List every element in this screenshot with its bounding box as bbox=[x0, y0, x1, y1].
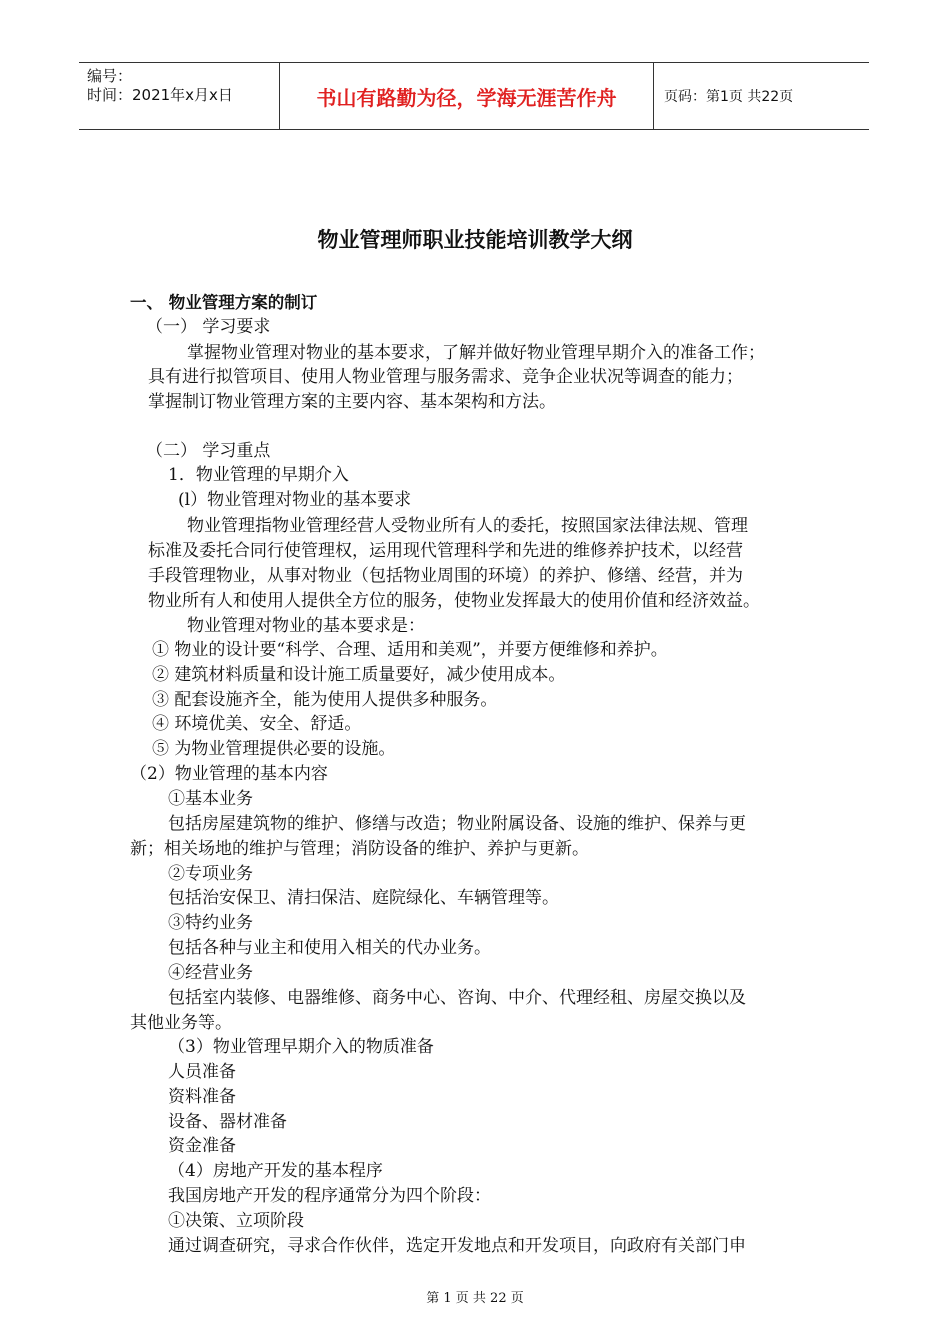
body-text-line: 人员准备 bbox=[168, 1062, 236, 1082]
header-meta-cell bbox=[79, 63, 280, 129]
document-title: 物业管理师职业技能培训教学大纲 bbox=[317, 228, 633, 252]
body-text-line: 包括室内装修、电器维修、商务中心、咨询、中介、代理经租、房屋交换以及 bbox=[168, 988, 746, 1008]
body-text-line: ③ 配套设施齐全，能为使用人提供多种服务。 bbox=[152, 690, 498, 710]
body-text-line: （4）房地产开发的基本程序 bbox=[168, 1161, 383, 1181]
body-text-line: 其他业务等。 bbox=[130, 1013, 232, 1033]
body-text-line: ② 建筑材料质量和设计施工质量要好，减少使用成本。 bbox=[152, 665, 566, 685]
body-text-line: （一） 学习要求 bbox=[146, 317, 271, 337]
body-text-line: (l）物业管理对物业的基本要求 bbox=[178, 490, 412, 510]
page-footer: 第 1 页 共 22 页 bbox=[426, 1291, 524, 1306]
body-text-line: ① 物业的设计要“科学、合理、适用和美观”，并要方便维修和养护。 bbox=[152, 640, 668, 660]
body-text-line: 设备、器材准备 bbox=[168, 1112, 287, 1132]
body-text-line: ②专项业务 bbox=[168, 864, 253, 884]
body-text-line: （2）物业管理的基本内容 bbox=[130, 764, 328, 784]
section-heading: 一、 物业管理方案的制订 bbox=[130, 293, 318, 312]
body-text-line: 掌握物业管理对物业的基本要求，了解并做好物业管理早期介入的准备工作； bbox=[187, 343, 765, 363]
body-text-line: ③特约业务 bbox=[168, 913, 253, 933]
body-text-line: ①基本业务 bbox=[168, 789, 253, 809]
body-text-line: 物业所有人和使用人提供全方位的服务，使物业发挥最大的使用价值和经济效益。 bbox=[148, 591, 760, 611]
body-text-line: 包括各种与业主和使用入相关的代办业务。 bbox=[168, 938, 491, 958]
body-text-line: 新；相关场地的维护与管理；消防设备的维护、养护与更新。 bbox=[130, 839, 589, 859]
page-info-text: 页码：第1页 共22页 bbox=[664, 89, 794, 105]
body-text-line: 资金准备 bbox=[168, 1136, 236, 1156]
time-label: 时间：2021年x月x日 bbox=[87, 86, 233, 104]
body-text-line: 资料准备 bbox=[168, 1087, 236, 1107]
motto-cell bbox=[280, 63, 654, 129]
body-text-line: 手段管理物业，从事对物业（包括物业周围的环境）的养护、修缮、经营，并为 bbox=[148, 566, 743, 586]
body-text-line: 物业管理指物业管理经营人受物业所有人的委托，按照国家法律法规、管理 bbox=[187, 516, 748, 536]
motto-text: 书山有路勤为径，学海无涯苦作舟 bbox=[316, 85, 617, 110]
body-text-line: （二） 学习重点 bbox=[146, 441, 271, 461]
body-text-line: 通过调查研究，寻求合作伙伴，选定开发地点和开发项目，向政府有关部门申 bbox=[168, 1236, 746, 1256]
body-text-line: 物业管理对物业的基本要求是： bbox=[187, 616, 425, 636]
body-text-line: （3）物业管理早期介入的物质准备 bbox=[168, 1037, 434, 1057]
body-text-line: ④ 环境优美、安全、舒适。 bbox=[152, 714, 362, 734]
body-text-line: 我国房地产开发的程序通常分为四个阶段： bbox=[168, 1186, 491, 1206]
body-text-line: ④经营业务 bbox=[168, 963, 253, 983]
page-info-cell bbox=[654, 63, 869, 129]
body-text-line: 标准及委托合同行使管理权，运用现代管理科学和先进的维修养护技术，以经营 bbox=[148, 541, 743, 561]
header-table bbox=[79, 62, 869, 130]
body-text-line: 1．物业管理的早期介入 bbox=[168, 465, 349, 485]
body-text-line: ⑤ 为物业管理提供必要的设施。 bbox=[152, 739, 396, 759]
body-text-line: 具有进行拟管项目、使用人物业管理与服务需求、竞争企业状况等调查的能力； bbox=[148, 367, 743, 387]
body-text-line: 包括房屋建筑物的维护、修缮与改造；物业附属设备、设施的维护、保养与更 bbox=[168, 814, 746, 834]
body-text-line: ①决策、立项阶段 bbox=[168, 1211, 304, 1231]
body-text-line: 掌握制订物业管理方案的主要内容、基本架构和方法。 bbox=[148, 392, 556, 412]
number-label: 编号： bbox=[87, 67, 133, 85]
body-text-line: 包括治安保卫、清扫保洁、庭院绿化、车辆管理等。 bbox=[168, 888, 559, 908]
